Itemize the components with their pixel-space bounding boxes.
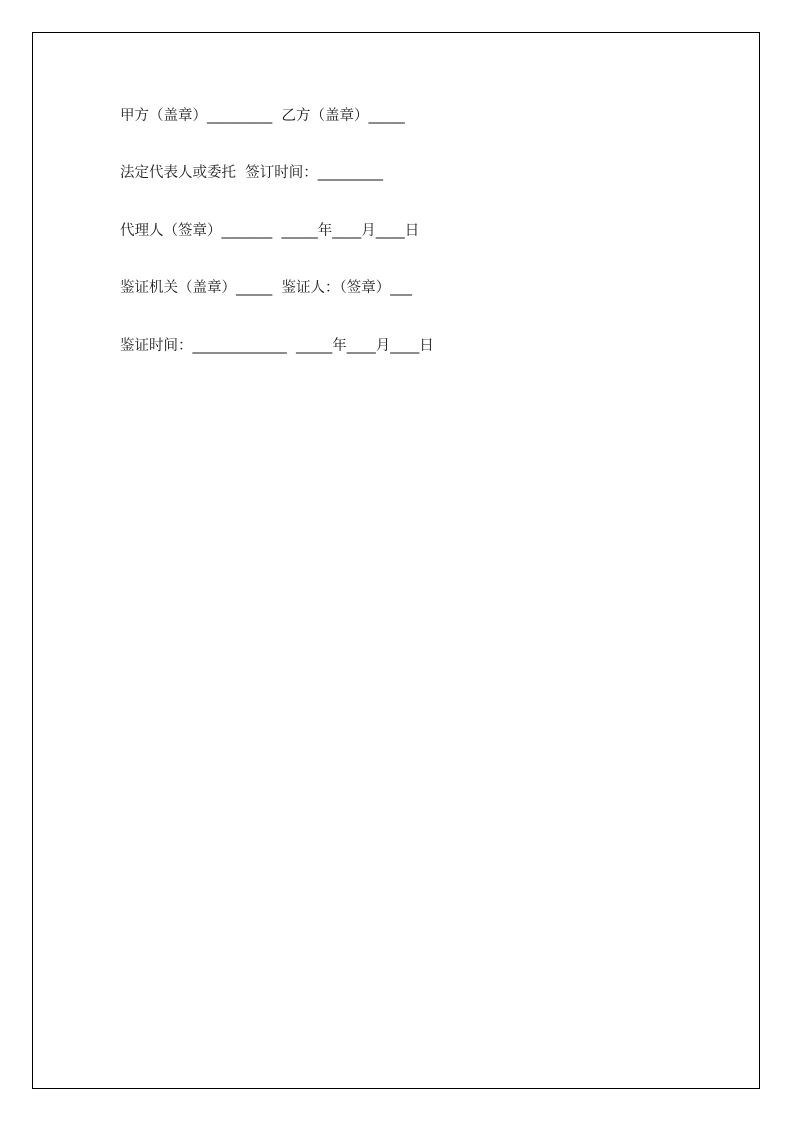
agent-signature-date-line: 代理人（签章）_______ _____年____月____日	[120, 223, 420, 239]
notary-authority-line: 鉴证机关（盖章）_____ 鉴证人：（签章）___	[120, 280, 412, 296]
notary-date-line: 鉴证时间：_____________ _____年____月____日	[120, 338, 434, 354]
party-a-seal-line: 甲方（盖章）_________ 乙方（盖章）_____	[120, 108, 405, 124]
legal-rep-sign-date-line: 法定代表人或委托 签订时间：_________	[120, 165, 383, 181]
page-frame	[32, 32, 760, 1089]
